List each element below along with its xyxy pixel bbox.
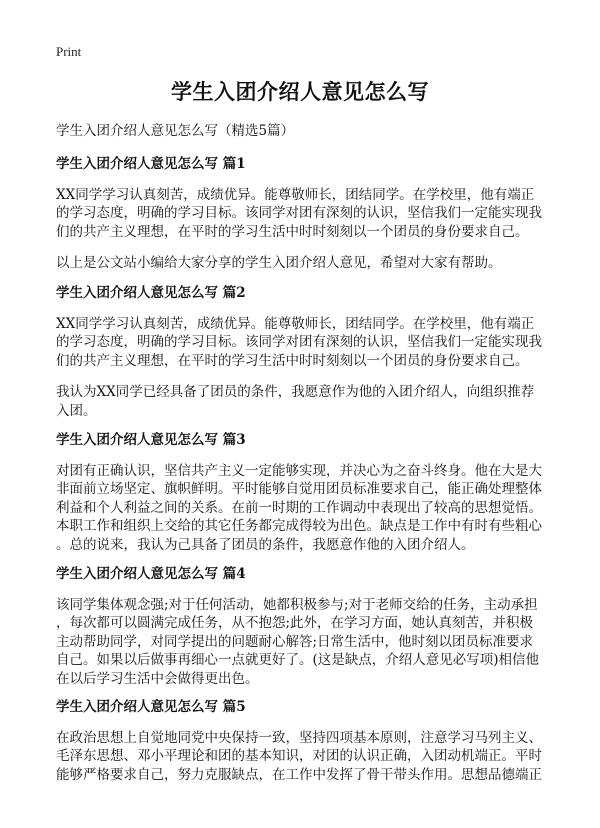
text-line: 入团。 bbox=[56, 402, 97, 419]
text-line: 们的共产主义理想，在平时的学习生活中时时刻刻以一个团员的身份要求自己。 bbox=[56, 223, 529, 240]
paragraph bbox=[56, 596, 550, 688]
text-line: 主动帮助同学，对同学提出的问题耐心解答;日常生活中，他时刻以团员标准要求 bbox=[56, 633, 534, 650]
paragraph bbox=[56, 383, 550, 420]
text-line: 能够严格要求自己，努力克服缺点，在工作中发挥了骨干带头作用。思想品德端正 bbox=[56, 766, 542, 783]
text-line: XX同学学习认真刻苦，成绩优异。能尊敬师长，团结同学。在学校里，他有端正 bbox=[56, 316, 535, 332]
section-5 bbox=[56, 695, 550, 784]
paragraph bbox=[56, 462, 550, 554]
text-line: 以上是公文站小编给大家分享的学生入团介绍人意见，希望对大家有帮助。 bbox=[56, 255, 502, 272]
text-line: 利益和个人利益之间的关系。在前一时期的工作调动中表现出了较高的思想觉悟。 bbox=[56, 499, 542, 516]
text-line: 们的共产主义理想，在平时的学习生活中时时刻刻以一个团员的身份要求自己。 bbox=[56, 352, 529, 369]
section-heading: 学生入团介绍人意见怎么写 篇1 bbox=[56, 156, 246, 172]
document-subtitle: 学生入团介绍人意见怎么写（精选5篇） bbox=[56, 123, 295, 139]
print-label[interactable]: Print bbox=[56, 44, 82, 59]
section-heading: 学生入团介绍人意见怎么写 篇3 bbox=[56, 432, 246, 448]
text-line: 我认为XX同学已经具备了团员的条件，我愿意作为他的入团介绍人，向组织推荐 bbox=[56, 384, 535, 401]
section-1 bbox=[56, 152, 550, 273]
paragraph bbox=[56, 729, 550, 784]
text-line: 毛泽东思想、邓小平理论和团的基本知识，对团的认识正确，入团动机端正。平时 bbox=[56, 748, 542, 765]
text-line: 在政治思想上自觉地同党中央保持一致，坚持四项基本原则，注意学习马列主义、 bbox=[56, 730, 542, 746]
section-heading: 学生入团介绍人意见怎么写 篇2 bbox=[56, 285, 246, 301]
text-line: 自己。如果以后做事再细心一点就更好了。(这是缺点，介绍人意见必写项)相信他 bbox=[56, 652, 540, 669]
text-line: 非面前立场坚定、旗帜鲜明。平时能够自觉用团员标准要求自己，能正确处理整体 bbox=[56, 481, 542, 498]
section-3 bbox=[56, 428, 550, 554]
paragraph bbox=[56, 254, 550, 272]
paragraph bbox=[56, 186, 550, 241]
text-line: 的学习态度，明确的学习目标。该同学对团有深刻的认识，坚信我们一定能实现我 bbox=[56, 205, 542, 222]
section-4 bbox=[56, 562, 550, 688]
text-line: 该同学集体观念强;对于任何活动，她都积极参与;对于老师交给的任务，主动承担 bbox=[56, 597, 538, 613]
text-line: 本职工作和组织上交给的其它任务都完成得较为出色。缺点是工作中有时有些粗心 bbox=[56, 518, 542, 535]
text-line: 。总的说来，我认为己具备了团员的条件，我愿意作他的入团介绍人。 bbox=[56, 536, 475, 553]
section-2 bbox=[56, 281, 550, 420]
paragraph bbox=[56, 315, 550, 370]
text-line: 的学习态度，明确的学习目标。该同学对团有深刻的认识，坚信我们一定能实现我 bbox=[56, 334, 542, 351]
text-line: ，每次都可以圆满完成任务，从不抱怨;此外，在学习方面，她认真刻苦，并积极 bbox=[56, 615, 534, 632]
text-line: XX同学学习认真刻苦，成绩优异。能尊敬师长，团结同学。在学校里，他有端正 bbox=[56, 187, 535, 203]
section-heading: 学生入团介绍人意见怎么写 篇5 bbox=[56, 699, 246, 715]
section-heading: 学生入团介绍人意见怎么写 篇4 bbox=[56, 566, 246, 582]
text-line: 在以后学习生活中会做得更出色。 bbox=[56, 670, 259, 687]
page-title: 学生入团介绍人意见怎么写 bbox=[171, 79, 429, 104]
text-line: 对团有正确认识，坚信共产主义一定能够实现，并决心为之奋斗终身。他在大是大 bbox=[56, 463, 542, 479]
